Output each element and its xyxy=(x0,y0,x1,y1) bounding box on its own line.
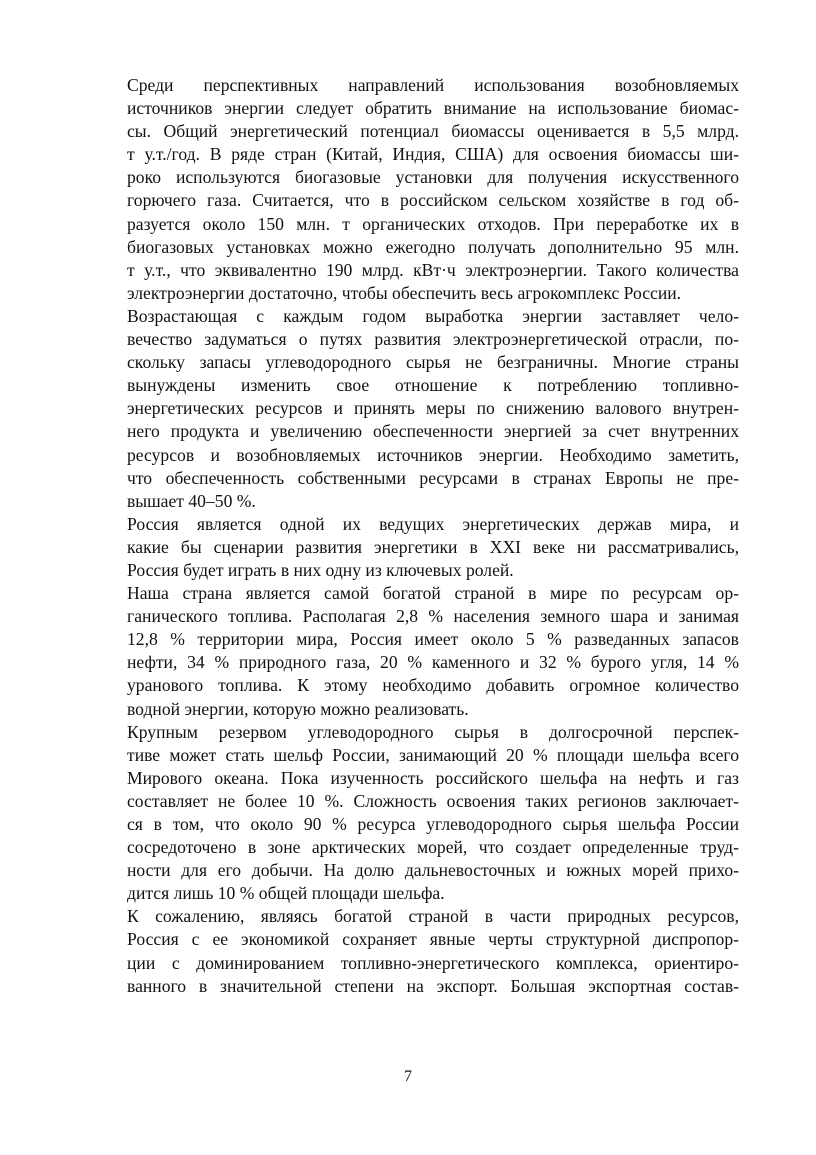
page-body xyxy=(79,74,739,998)
text-line: ся в том, что около 90 % ресурса углеводородного сырья шельфа России xyxy=(127,814,739,834)
text-line: сосредоточено в зоне арктических морей, что создает определенные труд- xyxy=(127,837,739,858)
text-line: К сожалению, являясь богатой страной в части природных ресурсов, xyxy=(127,906,739,927)
text-line: ресурсов и возобновляемых источников энергии. Необходимо заметить, xyxy=(127,444,739,465)
text-line: ванного в значительной степени на экспорт. Большая экспортная состав- xyxy=(127,975,739,996)
paragraph-shelf xyxy=(79,721,739,906)
text-line: что обеспеченность собственными ресурсами в странах Европы не пре- xyxy=(127,467,739,488)
text-line: сы. Общий энергетический потенциал биомассы оценивается в 5,5 млрд. xyxy=(127,121,739,142)
text-line: ности для его добычи. На долю дальневосточных и южных морей прихо- xyxy=(127,860,739,881)
paragraph-russia-role xyxy=(79,513,739,582)
text-line: горючего газа. Считается, что в российском сельском хозяйстве в год об- xyxy=(127,190,739,211)
text-line: тиве может стать шельф России, занимающий 20 % площади шельфа всего xyxy=(127,744,739,765)
text-line: Россия будет играть в них одну из ключевых ролей. xyxy=(127,559,514,580)
page-number: 7 xyxy=(404,1068,412,1085)
text-line: электроэнергии достаточно, чтобы обеспечить весь агрокомплекс России. xyxy=(127,282,682,303)
text-line: составляет не более 10 %. Сложность освоения таких регионов заключает- xyxy=(127,790,739,811)
text-line: источников энергии следует обратить внимание на использование биомас- xyxy=(127,98,739,119)
paragraph-fuel-resources xyxy=(79,582,739,721)
text-line: вечество задуматься о путях развития электроэнергетической отрасли, по- xyxy=(127,329,739,350)
text-line: скольку запасы углеводородного сырья не безграничны. Многие страны xyxy=(127,352,739,373)
text-line: роко используются биогазовые установки для получения искусственного xyxy=(127,167,739,188)
text-line: т у.т./год. В ряде стран (Китай, Индия, США) для освоения биомассы ши- xyxy=(127,144,739,165)
text-line: него продукта и увеличению обеспеченности энергией за счет внутренних xyxy=(127,421,739,442)
text-line: ции с доминированием топливно-энергетического комплекса, ориентиро- xyxy=(127,952,739,973)
text-line: Россия является одной их ведущих энергетических держав мира, и xyxy=(127,513,739,534)
text-line: Среди перспективных направлений использования возобновляемых xyxy=(127,75,739,95)
text-line: разуется около 150 млн. т органических отходов. При переработке их в xyxy=(127,213,739,234)
text-line: Россия с ее экономикой сохраняет явные черты структурной диспропор- xyxy=(127,929,739,950)
text-line: вынуждены изменить свое отношение к потреблению топливно- xyxy=(127,375,739,396)
text-line: нефти, 34 % природного газа, 20 % каменного и 32 % бурого угля, 14 % xyxy=(127,652,739,673)
text-line: Крупным резервом углеводородного сырья в долгосрочной перспек- xyxy=(127,721,739,742)
text-line: вышает 40–50 %. xyxy=(127,490,256,511)
text-line: уранового топлива. К этому необходимо добавить огромное количество xyxy=(127,675,739,696)
text-line: Мирового океана. Пока изученность российского шельфа на нефть и газ xyxy=(127,767,739,788)
text-line: Возрастающая с каждым годом выработка энергии заставляет чело- xyxy=(127,305,739,326)
text-line: водной энергии, которую можно реализовать. xyxy=(127,698,469,719)
text-line: энергетических ресурсов и принять меры по снижению валового внутрен- xyxy=(127,398,739,419)
text-line: какие бы сценарии развития энергетики в XXI веке ни рассматривались, xyxy=(127,536,739,557)
text-line: 12,8 % территории мира, Россия имеет около 5 % разведанных запасов xyxy=(127,629,739,650)
paragraph-energy-growth xyxy=(79,305,739,513)
text-line: Наша страна является самой богатой страной в мире по ресурсам ор- xyxy=(127,583,739,604)
text-line: дится лишь 10 % общей площади шельфа. xyxy=(127,883,445,904)
text-line: биогазовых установках можно ежегодно получать дополнительно 95 млн. xyxy=(127,236,739,257)
text-line: т у.т., что эквивалентно 190 млрд. кВт·ч электроэнергии. Такого количества xyxy=(127,259,739,280)
paragraph-biomass xyxy=(79,74,739,305)
paragraph-economy xyxy=(79,905,739,997)
text-line: ганического топлива. Располагая 2,8 % населения земного шара и занимая xyxy=(127,606,739,627)
